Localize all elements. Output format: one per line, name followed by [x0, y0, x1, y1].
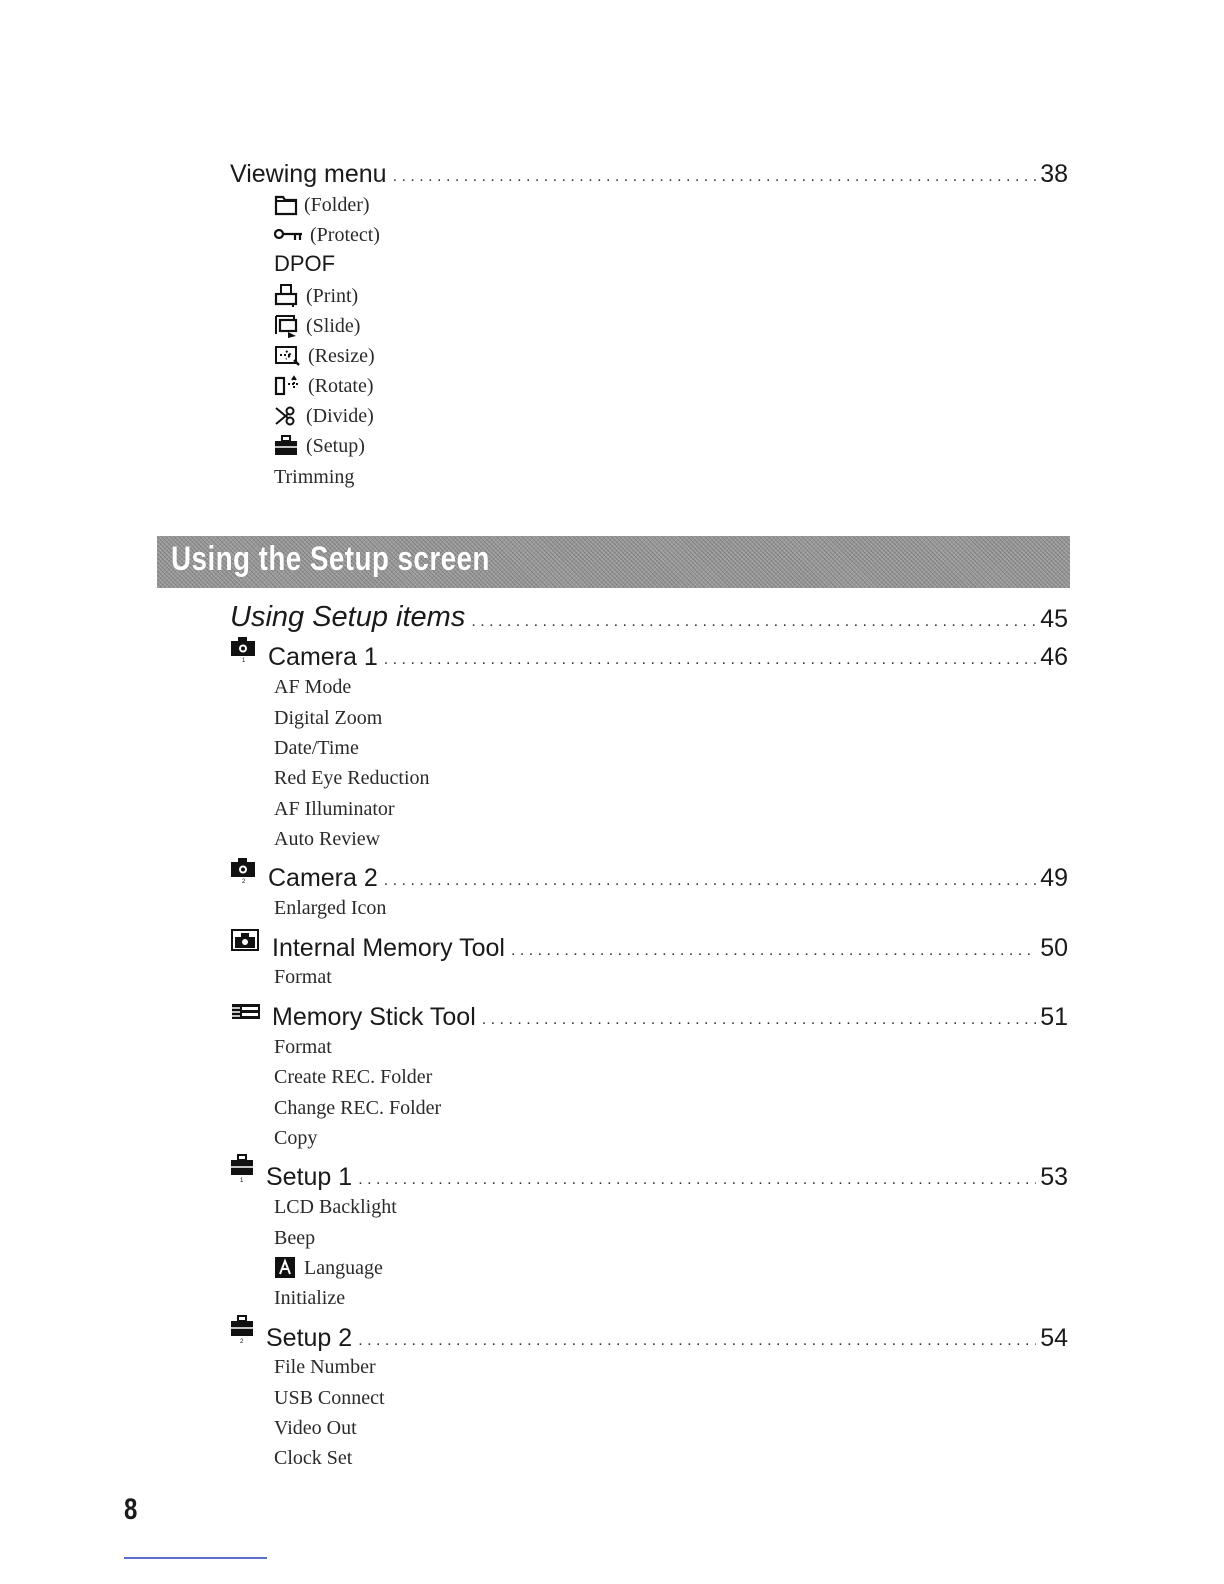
- memory-stick-icon: [230, 1000, 262, 1029]
- list-item: (Rotate): [274, 372, 374, 400]
- list-item: DPOF: [274, 251, 336, 276]
- list-item: LCD Backlight: [274, 1196, 397, 1218]
- section-banner: [157, 536, 1070, 588]
- list-item: File Number: [274, 1356, 376, 1378]
- list-item: (Slide): [274, 312, 360, 340]
- protect-key-icon: [274, 228, 304, 242]
- toc-camera-1[interactable]: [230, 638, 1068, 672]
- language-icon: [274, 1256, 298, 1280]
- toc-page: 53: [1040, 1163, 1068, 1191]
- camera-1-icon: [230, 636, 258, 669]
- svg-text:2: 2: [242, 879, 246, 883]
- list-item: Format: [274, 1036, 332, 1058]
- toc-title: Camera 2: [268, 864, 378, 892]
- list-item: Format: [274, 966, 332, 988]
- rotate-icon: [274, 374, 302, 398]
- dot-leader: [358, 1169, 1036, 1191]
- toc-viewing-menu[interactable]: [230, 155, 1068, 189]
- list-item: (Setup): [274, 432, 365, 460]
- list-item: Auto Review: [274, 828, 381, 850]
- page-number: 8: [124, 1493, 138, 1526]
- list-item: AF Mode: [274, 676, 352, 698]
- toc-internal-memory-tool[interactable]: [230, 929, 1068, 963]
- list-item: Video Out: [274, 1417, 357, 1439]
- dot-leader: [384, 870, 1036, 892]
- list-item: Enlarged Icon: [274, 897, 387, 919]
- toc-title: Setup 2: [266, 1324, 353, 1352]
- toc-page: 45: [1040, 605, 1068, 633]
- toc-page: 38: [1040, 160, 1068, 188]
- list-item: Beep: [274, 1227, 316, 1249]
- list-item: Clock Set: [274, 1447, 353, 1469]
- print-icon: [274, 284, 300, 308]
- svg-text:1: 1: [242, 658, 246, 662]
- toc-page: 50: [1040, 934, 1068, 962]
- setup-1-icon: [230, 1154, 256, 1189]
- slide-icon: [274, 314, 300, 338]
- list-item: Trimming: [274, 466, 355, 488]
- dot-leader: [482, 1009, 1036, 1031]
- list-item: Date/Time: [274, 737, 359, 759]
- folder-icon: [274, 194, 298, 216]
- toc-title: Camera 1: [268, 643, 378, 671]
- dot-leader: [358, 1330, 1036, 1352]
- scissors-icon: [274, 405, 300, 427]
- toc-setup-1[interactable]: [230, 1158, 1068, 1192]
- list-item: (Protect): [274, 221, 380, 249]
- dot-leader: [471, 611, 1036, 633]
- section-banner-title: Using the Setup screen: [171, 540, 490, 578]
- list-item: (Folder): [274, 191, 370, 219]
- list-item: Red Eye Reduction: [274, 767, 430, 789]
- resize-icon: [274, 344, 302, 368]
- toc-title: Setup 1: [266, 1163, 353, 1191]
- toc-title: Using Setup items: [230, 601, 466, 633]
- toc-using-setup-items[interactable]: [230, 600, 1068, 634]
- dot-leader: [393, 166, 1037, 188]
- toc-page: 51: [1040, 1003, 1068, 1031]
- list-item: (Divide): [274, 402, 374, 430]
- toc-title: Viewing menu: [230, 160, 387, 188]
- toc-page: 46: [1040, 643, 1068, 671]
- list-item: Language: [274, 1254, 383, 1282]
- footer-divider: [124, 1557, 267, 1559]
- toc-title: Memory Stick Tool: [272, 1003, 476, 1031]
- toc-title: Internal Memory Tool: [272, 934, 505, 962]
- setup-toolbox-icon: [274, 435, 300, 457]
- list-item: Copy: [274, 1127, 318, 1149]
- toc-setup-2[interactable]: [230, 1319, 1068, 1353]
- dot-leader: [511, 940, 1036, 962]
- list-item: Create REC. Folder: [274, 1066, 433, 1088]
- toc-camera-2[interactable]: [230, 859, 1068, 893]
- camera-2-icon: [230, 857, 258, 890]
- list-item: (Resize): [274, 342, 375, 370]
- list-item: (Print): [274, 282, 358, 310]
- toc-page: 54: [1040, 1324, 1068, 1352]
- toc-memory-stick-tool[interactable]: [230, 998, 1068, 1032]
- list-item: Digital Zoom: [274, 707, 383, 729]
- svg-text:2: 2: [240, 1339, 244, 1343]
- internal-memory-icon: [230, 927, 262, 960]
- list-item: Change REC. Folder: [274, 1097, 442, 1119]
- list-item: Initialize: [274, 1287, 346, 1309]
- svg-text:1: 1: [240, 1178, 244, 1182]
- list-item: AF Illuminator: [274, 798, 395, 820]
- setup-2-icon: [230, 1315, 256, 1350]
- toc-page: 49: [1040, 864, 1068, 892]
- dot-leader: [384, 649, 1036, 671]
- list-item: USB Connect: [274, 1387, 385, 1409]
